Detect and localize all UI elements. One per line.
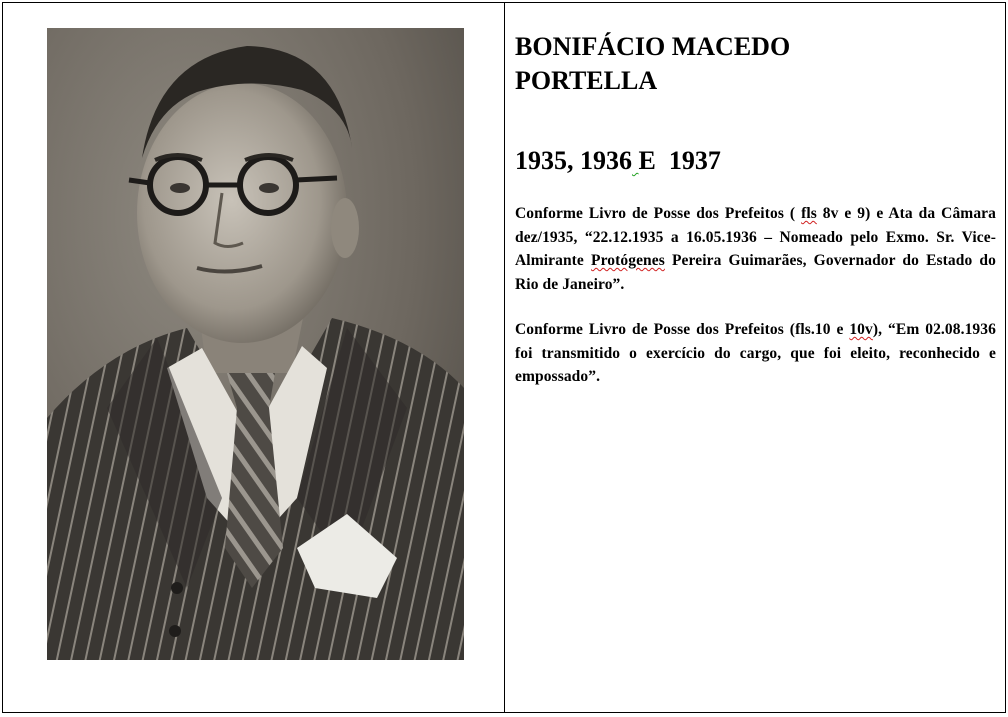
years-part-a: 1935, 1936	[515, 146, 632, 175]
column-divider	[504, 2, 505, 713]
para2-text-2: ), “Em 02.08.1936 foi transmitido o exercício do cargo, que foi eleito, reconhecido e empossado”.	[515, 321, 996, 385]
name-line-2: PORTELLA	[515, 66, 658, 95]
paragraph-appointment	[515, 202, 996, 296]
term-years	[515, 144, 996, 178]
person-name	[515, 30, 996, 98]
paragraph-election	[515, 318, 996, 389]
text-column	[515, 30, 996, 389]
para2-10v: 10v	[849, 321, 873, 338]
name-line-1: BONIFÁCIO MACEDO	[515, 32, 791, 61]
para1-fls: fls	[801, 205, 817, 222]
para1-text-1: Conforme Livro de Posse dos Prefeitos (	[515, 205, 802, 222]
para1-text-3: Pereira Guimarães, Governador do Estado do Rio de Janeiro”.	[515, 252, 996, 293]
portrait-photo	[47, 28, 464, 660]
para2-text-1: Conforme Livro de Posse dos Prefeitos (fls.10 e	[515, 321, 850, 338]
para1-protogenes: Protógenes	[591, 252, 665, 269]
years-part-b: E 1937	[638, 146, 721, 175]
para1-text-2: 8v e 9) e Ata da Câmara dez/1935, “22.12.1935 a 16.05.1936 – Nomeado pelo Exmo. Sr. Vice-Almirante	[515, 205, 996, 269]
